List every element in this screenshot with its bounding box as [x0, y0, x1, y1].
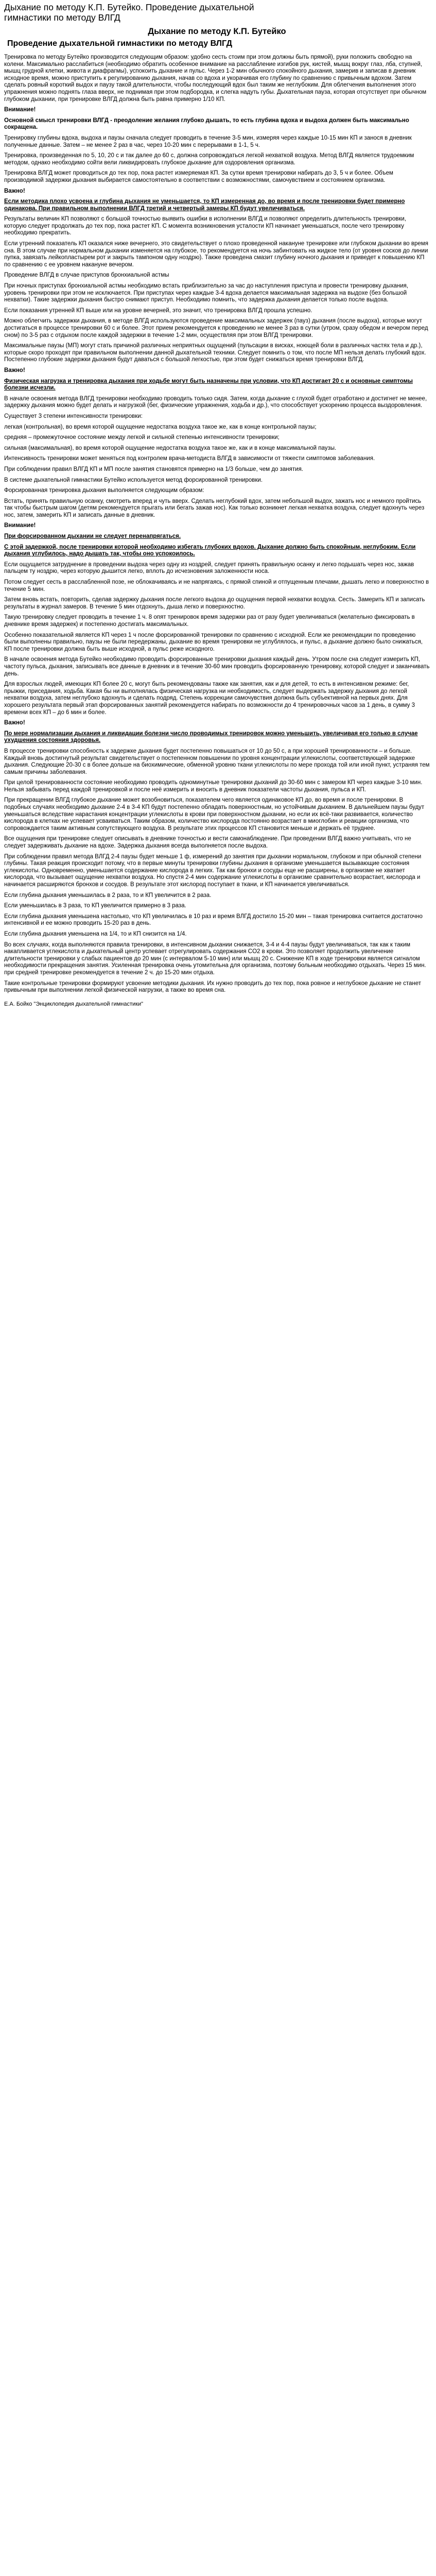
paragraph: Если глубина дыхания уменьшена настолько, что КП увеличилась в 10 раз и время ВЛГД достигло 15-20 мин – такая тренировка считается достаточно интенсивной и ее можно проводить 15-20 раз в день.: [4, 913, 423, 927]
paragraph: При ночных приступах бронхиальной астмы необходимо встать приблизительно за час до наступления приступа и провести тренировку дыхания, уровень тренировки при этом не исключается. При приступах через каждые 3-4 вдоха делается максимальная задержка на выдохе (без большой нехватки). Такие задержки дыхания быстро снимают приступ. Необходимо помнить, что задержка дыхания делается только после выдоха.: [4, 283, 409, 303]
emphasis-paragraph: С этой задержкой, после тренировки которой необходимо избегать глубоких вдохов. Дыхание должно быть спокойным, неглубоким. Если дыхания углубилось, надо дышать так, чтобы оно успокоилось.: [4, 544, 416, 557]
paragraph: Тренировка, произведенная по 5, 10, 20 с и так далее до 60 с, должна сопровождаться легкой нехваткой воздуха. Метод ВЛГД является трудоемким методом, однако необходимо сойти вели ликвидировать глубокое дыхание для оздоровления организма.: [4, 152, 414, 166]
paragraph: В начале освоения метода Бутейко необходимо проводить форсированные тренировки дыхания каждый день. Утром после сна следует измерить КП, частоту пульса, дыхания, записывать все данные в дневник и в течение 30-60 мин проводить форсированную тренировку, которой следует и заканчивать день.: [4, 656, 430, 677]
paragraph: При соблюдении правил ВЛГД КП и МП после занятия становятся примерно на 1/3 больше, чем до занятия.: [4, 466, 303, 472]
paragraph: Если глубина дыхания уменьшилась в 2 раза, то и КП увеличится в 2 раза.: [4, 892, 212, 899]
sub-heading: Проведение дыхательной гимнастики по методу ВЛГД: [7, 39, 233, 48]
emphasis-paragraph: Важно!: [4, 367, 25, 374]
emphasis-paragraph: Внимание!: [4, 522, 36, 529]
page-title: Дыхание по методу К.П. Бутейко. Проведение дыхательной гимнастики по методу ВЛГД: [4, 2, 254, 23]
paragraph: При соблюдении правил метода ВЛГД 2-4 паузы будет меньше 1 ф, измерений до занятия при дыхании нормальном, глубоком и при обычной степени глубины. Такая реакция происходит потому, что в первые минуты тренировки глубины дыхания в организме уменьшается вызывающие состояния углекислоты. Одновременно, уменьшается содержание кислорода в легких. Так как бронхи и сосуды еще не расширены, в организме не хватает кислорода, что вызывает ощущение нехватки воздуха. Но спустя 2-4 мин содержание углекислоты в организме сравнительно возрастает, кислорода и начинается расширяются бронхов и сосудов. В результате этот кислород поступает в ткани, и КП начинается увеличиваться.: [4, 853, 422, 888]
emphasis-paragraph: Важно!: [4, 720, 25, 726]
paragraph: Такие контрольные тренировки формируют усвоение методики дыхания. Их нужно проводить до тех пор, пока ровное и неглубокое дыхание не станет привычным при выполнении легкой физической нагрузки, а также во время сна.: [4, 980, 421, 994]
paragraph: сильная (максимальная), во время которой ощущение недостатка воздуха такое же, как и в конце максимальной паузы.: [4, 445, 337, 451]
emphasis-paragraph: Основной смысл тренировки ВЛГД - преодоление желания глубоко дышать, то есть глубина вдоха и выдоха должен быть максимально сокращена.: [4, 117, 409, 131]
paragraph: При целой тренированности состояние необходимо проводить одноминутные тренировки дыханий до 30-60 мин с замером КП через каждые 3-10 мин. Нельзя забывать перед каждой тренировкой и после неё измерить и вносить в дневник показатели частоты дыхания, пульса и КП.: [4, 779, 423, 793]
paragraph: Существует 3 степени интенсивности тренировки:: [4, 413, 143, 419]
emphasis-paragraph: Физическая нагрузка и тренировка дыхания при ходьбе могут быть назначены при условии, что КП достигает 20 с и основные симптомы болезни исчезли.: [4, 378, 413, 392]
paragraph: средняя – промежуточное состояние между легкой и сильной степенью интенсивности тренировки;: [4, 434, 280, 441]
paragraph: Можно облегчить задержки дыхания, в методе ВЛГД используются проведение максимальных задержек (пауз) дыхания (после выдоха), которые могут достигаться в процессе тренировки 60 с и более. Этот прием рекомендуется к проведению не менее 3 раз в сутки (утром, сразу обедом и вечером перед сном) по 3-5 раз с отдыхом после каждой задержки в течение 1-2 мин, осуществляя при этом ВЛГД тренировки.: [4, 318, 428, 338]
paragraph: Все ощущения при тренировке следует описывать в дневнике точностью и вести самонаблюдение. При проведении ВЛГД важно учитывать, что не следует задерживать дыхание на вдохе. Задержка дыхания всегда выполняется после выдоха.: [4, 836, 411, 850]
paragraph: Максимальные паузы (МП) могут стать причиной различных неприятных ощущений (пульсации в висках, ноющей боли в различных частях тела и др.), которые скоро проходят при правильном выполнении данной дыхательной техники. Следует помнить о том, что после МП нельзя делать глубокий вдох. Постепенно глубокие задержки дыхания будут даваться с большой легкостью, при этом будет снижаться время тренировки ВЛГД.: [4, 343, 426, 363]
paragraph: Потом следует сесть в расслабленной позе, не облокачиваясь и не напрягаясь, с прямой спиной и отпущенным плечами, дышать легко и поверхностно в течение 5 мин.: [4, 579, 429, 592]
paragraph: Форсированная тренировка дыхания выполняется следующим образом:: [4, 487, 204, 494]
paragraph: В процессе тренировки способность к задержке дыхания будет постепенно повышаться от 10 до 50 с, а при хорошей тренированности – и больше. Каждый вновь достигнутый результат свидетельствует о постепенном повышении по уровня концентрации углекислоты, соответствующей задержке дыхания. Следующие 20-30 с в более дольше на биохимические, обменной уровню ткани углекислоты по мере прохода той или иной пункт, устраняя тем самым причины заболевания.: [4, 748, 430, 775]
paragraph: Проведение ВЛГД в случае приступов бронхиальной астмы: [4, 272, 169, 279]
paragraph: Если уменьшилась в 3 раза, то КП увеличится примерно в 3 раза.: [4, 903, 186, 909]
paragraph: Особенно показательной является КП через 1 ч после форсированной тренировки по сравнению с исходной. Если же рекомендации по проведению были выполнены правильно, паузы не были передержаны, дыхание во время тренировки не углублялось, и пульс, а дыхание должно было снижаться, КП после тренировки должна быть выше исходной, а пульс реже исходного.: [4, 632, 423, 652]
document-page: [0, 0, 436, 1012]
emphasis-paragraph: Внимание!: [4, 107, 36, 113]
paragraph: Во всех случаях, когда выполняются правила тренировки, в интенсивном дыхании снижается, 3-4 и 4-4 паузы будут увеличиваться, так как к таким накапливается углекислота и дыхательный центр успевает отрегулировать содержания CO2 в крови. Это позволяет продолжить увеличение длительности тренировки у слабых пациентов до 20 мин (с интервалом 5-10 мин) или мышц 20 с. Снижение КП в ходе тренировки является сигналом необходимости прекращения занятия. Усиленная тренировка очень утомительна для организма, поэтому больным необходимо отдыхать. Через 15 мин. при средней тренировке рекомендуется в течение 2 ч. до 15-20 мин отдыха.: [4, 941, 426, 976]
paragraph: Если ощущается затруднение в проведении выдоха через одну из ноздрей, следует принять правильную осанку и легко подышать через нос, зажав пальцем ту ноздрю, через которую дышится легко, вплоть до исчезновения заложенности носа.: [4, 561, 414, 575]
footer-credit: Е.А. Бойко "Энциклопедия дыхательной гимнастики": [4, 1001, 144, 1007]
paragraph: Если утренний показатель КП оказался ниже вечернего, это свидетельствует о плохо проведенной накануне тренировке или глубоком дыхании во время сна. В этом случае при нормальном дыхании изменяется на глубокое, то рекомендуется на ночь забинтовать на жидкое тело (от уровня сосков до линии пупка, завязать лейкопластырем рот и закрыть тампоном одну ноздрю). Также проведена смазит глубину ночного дыхания и приведет к повышению КП по сравнению с ее уровнем накануне вечером.: [4, 241, 428, 268]
paragraph: Тренировка по методу Бутейко производится следующим образом: удобно сесть стоим при этом должны быть прямой), руки положить свободно на колени. Максимально расслабиться (необходимо обратить особенное внимание на расслабление изгибов рук, кистей, мышц вокруг глаз, лба, ступней, мышц грудной клетки, живота и диафрагмы), успокоить дыхание и пульс. Через 1-2 мин обычного спокойного дыхания, замерив и записав в дневник исходное время, можно приступить к регулированию дыхания, начав со вдоха и укорачивая его глубину по сравнению с привычным вдохом. Затем сделать ровный короткий выдох и паузу такой длительности, чтобы последующий вдох был таким же неглубоким. Для облегчения выполнения этого упражнения можно поднять глаза вверх, не поднимая при этом подбородка, и слегка надуть губы. Дыхательная пауза, которая отсутствует при обычном глубоком дыхании, при тренировке ВЛГД должна быть равна примерно 1/10 КП.: [4, 54, 427, 103]
emphasis-paragraph: Если методика плохо усвоена и глубина дыхания не уменьшается, то КП измеренная до, во время и после тренировки будет примерно одинакова. При правильном выполнении ВЛГД третий и четвертый замеры КП будут увеличиваться.: [4, 198, 405, 212]
emphasis-paragraph: По мере нормализации дыхания и ликвидации болезни число проводимых тренировок можно уменьшить, увеличивая его только в случае ухудшения состояния здоровья.: [4, 730, 418, 744]
emphasis-paragraph: При форсированном дыхании не следует перенапрягаться.: [4, 533, 181, 540]
paragraph: Если глубина дыхания уменьшена на 1/4, то и КП снизится на 1/4.: [4, 930, 187, 937]
paragraph: Такую тренировку следует проводить в течение 1 ч. 8 опят тренировок время задержки раз от разу будет увеличиваться (желательно фиксировать в дневнике время задержек) и постепенно достигать максимальных.: [4, 614, 415, 628]
emphasis-paragraph: Важно!: [4, 188, 25, 194]
paragraph: Затем вновь встать, повторить, сделав задержку дыхания после легкого выдоха до ощущения первой нехватки воздуха. Сесть. Замерить КП и записать результаты в журнал замеров. В течение 5 мин отдохнуть, дыша легко и поверхностно.: [4, 597, 425, 610]
paragraph: Тренировка ВЛГД может проводиться до тех пор, пока растет измеряемая КП. За сутки время тренировки набирать до 3, 5 ч и более. Объем производимой задержки дыхания выбирается самостоятельно в соответствии с возможностями, самочувствием и состоянием организма.: [4, 170, 393, 183]
main-heading: Дыхание по методу К.П. Бутейко: [148, 27, 286, 36]
paragraph: Интенсивность тренировки может меняться под контролем врача-методиста ВЛГД в зависимости от тяжести симптомов заболевания.: [4, 455, 375, 462]
paragraph: Если показания утренней КП выше или на уровне вечерней, это значит, что тренировка ВЛГД прошла успешно.: [4, 307, 312, 314]
paragraph: Результаты величин КП позволяют с большой точностью выявить ошибки в исполнении ВЛГД и позволяют определить длительность тренировки, которую следует продолжать до тех пор, пока растет КП. С момента возникновения усталости КП начинает уменьшаться, после чего тренировку необходимо прекратить.: [4, 216, 407, 236]
paragraph: При прекращении ВЛГД глубокое дыхание может возобновиться, показателем чего является одинаковое КП до, во время и после тренировки. В подобных случаях необходимо дыхание 2-4 в 3-4 КП будут постепенно обладать поверхностным, но устойчивым дыханием. В дальнейшем паузы будут уменьшаться вследствие нарастания концентрации углекислоты в крови при поверхностном дыхании, но если их всё-таки развивается, количество кислорода в клетках не успевает усваиваться. Таким образом, количество кислорода постоянно возрастает в миоглобин и реакции организма, что сопровождается таким активным сопутствующего воздуха. В результате этих процессов КП становится меньше и держать её труднее.: [4, 797, 425, 832]
paragraph: В начале освоения метода ВЛГД тренировки необходимо проводить только сидя. Затем, когда дыхание с глухой будет отработано и достигнет не менее, задержку дыхания можно будет делать и нагрузкой (бег, физические упражнения, ходьба и др.), что способствует ускорению процесса выздоровления.: [4, 395, 427, 409]
paragraph: В системе дыхательной гимнастики Бутейко используется метод форсированной тренировки.: [4, 477, 263, 483]
article-body: [4, 54, 430, 994]
paragraph: Тренировку глубины вдоха, выдоха и паузы сначала следует проводить в течение 3-5 мин, измеряя через каждые 10-15 мин КП и занося в дневник полученные данные. Затем – не менее 2 раз в час, через 10-20 мин с перерывами в 1-1, 5 ч.: [4, 134, 412, 148]
paragraph: Для взрослых людей, имеющих КП более 20 с, могут быть рекомендованы также как занятия, как и для детей, то есть в интенсивном режиме: бег, прыжки, приседания, ходьба. Какая бы ни выполнялась физическая нагрузка ни необходимость, следует выдержать задержку дыхания до легкой нехватки воздуха, затем неглубоко вдохнуть и сделать подряд. Степень коррекции самочувствия должна быть субъективной на первых днях. Для хорошего результата первый этап форсированных занятий рекомендуется набирать по возможности до 4 тренировочных часов за 1 день, в сумму 3 времени всех КП – до 6 мин и более.: [4, 681, 415, 716]
paragraph: Встать, принять правильную осанку, смотреть вперед и чуть вверх. Сделать неглубокий вдох, затем небольшой выдох, зажать нос и немного пройтись так чтобы быстрым шагом (детям рекомендуется прыгать или бегать зажав нос). Как только возникнет легкая нехватка воздуха, следует вдохнуть через нос, затем, замерить КП и записать данные в дневник.: [4, 498, 425, 518]
paragraph: легкая (контрольная), во время которой ощущение недостатка воздуха такое же, как в конце контрольной паузы;: [4, 423, 317, 430]
